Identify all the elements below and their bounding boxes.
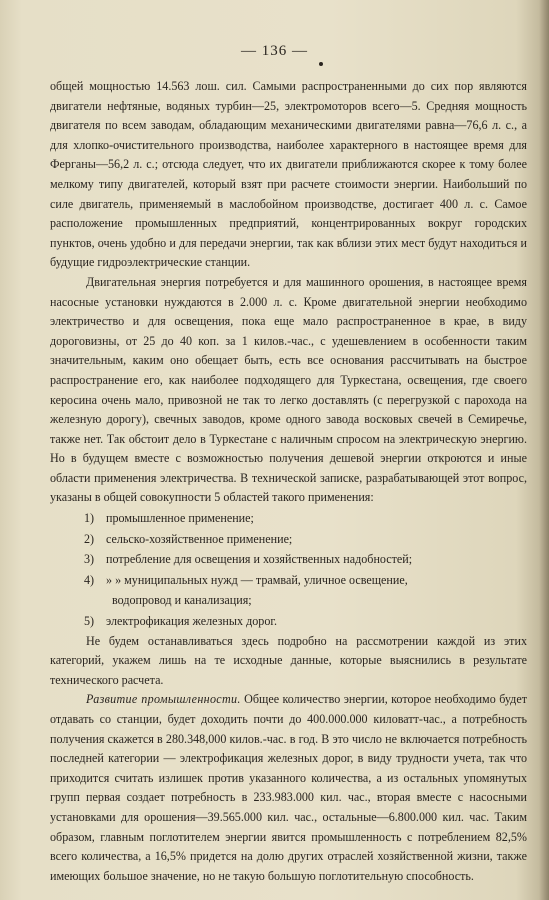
paragraph-2: Двигательная энергия потребуется и для машинного орошения, в настоящее время насосные установки нуждаются в 2.000 л. с. Кроме двигательной энергии необходимо электричество и для освещения, пока еще мало распространенное в крае, в виду дороговизны, от 25 до 40 коп. за 1 килов.-час., с удешевлением в особенности таким значительным, каким оно обещает быть, есть все основания рассчитывать на быстрое распространение его, как наиболее подходящего для Туркестана, освещения, где своего керосина очень мало, привозной не так то легко доставлять (с перегрузкой с парохода на железную дорогу), свечных заводов, кроме одного завода восковых свечей в Семиречье, также нет. Так обстоит дело в Туркестане с наличным спросом на электрическую энергию. Но в будущем вместе с возможностью получения дешевой энергии откроются и иные области применения электричества. В технической записке, разрабатывающей этот вопрос, указаны в общей совокупности 5 областей такого применения: [50,274,527,505]
list-item: водопровод и канализация; [112,593,252,608]
paragraph-4 [50,690,527,886]
page-edge-shadow [539,0,549,900]
page-number: — 136 — [241,43,308,59]
list-item: 5) электрофикация железных дорог. [84,614,277,629]
list-item: 1) промышленное применение; [84,511,254,526]
list-item: 4) » » муниципальных нужд — трамвай, уличное освещение, [84,572,408,587]
paragraph-3: Не будем останавливаться здесь подробно на рассмотрении каждой из этих категорий, укажем лишь на те исходные данные, которые выяснились в результате технического расчета. [50,633,527,687]
applications-list [50,508,527,632]
ink-dot [319,62,323,66]
section-heading: Развитие промышленности. [86,692,241,707]
list-item: 3) потребление для освещения и хозяйственных надобностей; [84,552,413,567]
page-body [50,77,527,886]
list-item: 2) сельско-хозяйственное применение; [84,531,293,546]
paragraph-4-text: Общее количество энергии, которое необходимо будет отдавать со станции, будет доходить почти до 400.000.000 киловатт-час., а потребность получения скажется в 280.348,000 килов.-час. в год. В это число не включается потребность последней категории — электрофикация железных дорог, в виду трудности учета, так что приходится считать излишек против указанного количества, а из остальных упомянутых групп первая создает потребность в 233.983.000 кил. час., вторая вместе с насосными установками для орошения—39.565.000 кил. час., остальные—6.800.000 кил. час. Таким образом, главным поглотителем энергии явится промышленность с потреблением 82,5% всего количества, а 16,5% придется на долю других отраслей хозяйственной жизни, также имеющих большое значение, но не такую большую поглотительную способность. [50,692,527,883]
paragraph-1: общей мощностью 14.563 лош. сил. Самыми распространенными до сих пор являются двигатели нефтяные, водяных турбин—25, электромоторов всего—5. Средняя мощность двигателя по всем заводам, обладающим механическими двигателями равна—76,6 л. с., а для хлопко-очистительного производства, наиболее характерного в настоящее время для Ферганы—56,2 л. с.; отсюда следует, что их двигатели приближаются скорее к тому более мелкому типу двигателей, который взят при расчете стоимости энергии. Наибольший по силе двигатель, применяемый в маслобойном производстве, достигает 400 л. с. Самое расположение промышленных предприятий, концентрированных вокруг городских пунктов, очень удобно и для передачи энергии, так как вблизи этих мест будут находиться и будущие гидроэлектрические станции. [50,79,527,270]
